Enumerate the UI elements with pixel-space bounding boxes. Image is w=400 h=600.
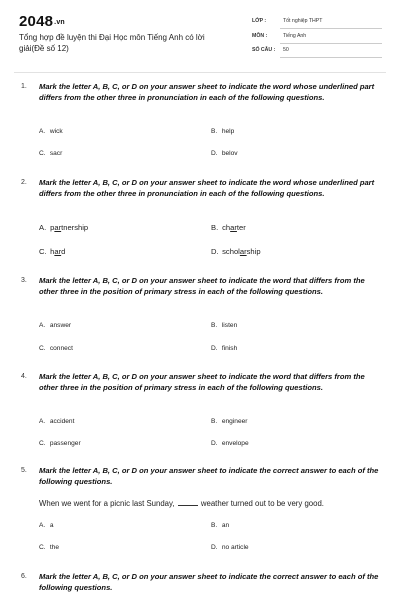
answer-blank	[178, 499, 198, 506]
option-word-end: d	[61, 247, 66, 256]
option-word-start: p	[50, 223, 55, 232]
question-prompt: Mark the letter A, B, C, or D on your answer sheet to indicate the word that differs from the other three in the position of primary stress in each of the following questions.	[39, 372, 365, 393]
question-number: 5.	[21, 467, 27, 474]
option-word: no article	[221, 544, 249, 551]
question-number: 6.	[21, 573, 27, 580]
logo-suffix: .vn	[54, 18, 65, 26]
option-a[interactable]	[39, 418, 74, 425]
meta-count-label: SỐ CÂU :	[252, 47, 276, 53]
option-letter: A.	[39, 522, 46, 529]
logo-text: 2048	[19, 13, 54, 30]
option-c[interactable]	[39, 440, 81, 447]
meta-count-underline	[280, 57, 382, 58]
option-letter: C.	[39, 150, 46, 157]
option-word-end: tnership	[61, 223, 89, 232]
option-a[interactable]	[39, 322, 71, 329]
document-header	[0, 0, 400, 72]
option-letter: C.	[39, 440, 46, 447]
option-word: wick	[49, 128, 63, 135]
option-letter: B.	[211, 522, 218, 529]
meta-subject	[252, 33, 382, 45]
question-number: 3.	[21, 277, 27, 284]
option-c[interactable]	[39, 247, 65, 256]
site-logo[interactable]	[19, 13, 65, 30]
meta-class	[252, 18, 382, 30]
option-word: help	[221, 128, 235, 135]
question-number: 1.	[21, 83, 27, 90]
option-word-end: ship	[246, 247, 261, 256]
option-letter: B.	[211, 418, 218, 425]
option-d[interactable]	[211, 544, 249, 551]
option-word: engineer	[221, 418, 248, 425]
question-prompt: Mark the letter A, B, C, or D on your answer sheet to indicate the word whose underlined part differs from the other three in pronunciation in each of the following questions.	[39, 178, 375, 199]
meta-count-value: 50	[283, 47, 289, 53]
question-prompt: Mark the letter A, B, C, or D on your answer sheet to indicate the correct answer to each of the following questions.	[39, 572, 379, 593]
question-prompt: Mark the letter A, B, C, or D on your answer sheet to indicate the word whose underlined part differs from the other three in pronunciation in each of the following questions.	[39, 82, 375, 103]
option-d[interactable]	[211, 440, 249, 447]
meta-class-label: LỚP :	[252, 18, 267, 24]
question-number: 4.	[21, 373, 27, 380]
option-letter: D.	[211, 247, 219, 256]
option-word: a	[49, 522, 54, 529]
option-letter: A.	[39, 223, 47, 232]
option-letter: C.	[39, 345, 46, 352]
question-prompt: Mark the letter A, B, C, or D on your answer sheet to indicate the word that differs from the other three in the position of primary stress in each of the following questions.	[39, 276, 365, 297]
option-word-start: ch	[222, 223, 231, 232]
option-b[interactable]	[211, 128, 234, 135]
option-word-end: ter	[236, 223, 246, 232]
option-word: listen	[221, 322, 238, 329]
option-letter: C.	[39, 544, 46, 551]
option-letter: B.	[211, 128, 218, 135]
option-word: connect	[49, 345, 73, 352]
option-word: accident	[49, 418, 75, 425]
option-d[interactable]	[211, 345, 237, 352]
option-c[interactable]	[39, 150, 62, 157]
option-word: belov	[221, 150, 238, 157]
meta-class-underline	[280, 28, 382, 29]
option-a[interactable]	[39, 128, 63, 135]
option-d[interactable]	[211, 247, 261, 256]
sentence-start: When we went for a picnic last Sunday,	[39, 499, 175, 508]
question-sentence	[39, 499, 324, 508]
option-letter: C.	[39, 247, 47, 256]
option-word-start: h	[50, 247, 55, 256]
option-letter: D.	[211, 345, 218, 352]
underlined-part: ar	[54, 247, 62, 256]
option-letter: A.	[39, 418, 46, 425]
option-d[interactable]	[211, 150, 238, 157]
header-divider	[14, 72, 386, 73]
option-letter: B.	[211, 322, 218, 329]
option-word-start: schol	[222, 247, 240, 256]
option-word: finish	[221, 345, 238, 352]
option-b[interactable]	[211, 322, 237, 329]
option-b[interactable]	[211, 418, 248, 425]
meta-subject-value: Tiếng Anh	[283, 33, 307, 39]
underlined-part: ar	[239, 247, 247, 256]
meta-subject-label: MÔN :	[252, 33, 268, 39]
option-letter: D.	[211, 544, 218, 551]
meta-subject-underline	[280, 43, 382, 44]
question-number: 2.	[21, 179, 27, 186]
option-word: an	[221, 522, 230, 529]
document-title: Tổng hợp đề luyện thi Đại Học môn Tiếng Anh có lời giải(Đề số 12)	[19, 33, 205, 53]
option-word: the	[49, 544, 60, 551]
option-b[interactable]	[211, 522, 229, 529]
question-prompt: Mark the letter A, B, C, or D on your answer sheet to indicate the correct answer to each of the following questions.	[39, 466, 379, 487]
option-c[interactable]	[39, 345, 73, 352]
meta-class-value: Tốt nghiệp THPT	[283, 18, 323, 24]
option-word: envelope	[221, 440, 249, 447]
option-b[interactable]	[211, 223, 246, 232]
option-letter: D.	[211, 150, 218, 157]
sentence-end: weather turned out to be very good.	[200, 499, 324, 508]
option-letter: A.	[39, 322, 46, 329]
option-letter: D.	[211, 440, 218, 447]
option-letter: B.	[211, 223, 219, 232]
meta-question-count	[252, 47, 382, 59]
option-word: passenger	[49, 440, 81, 447]
option-word: sacr	[49, 150, 63, 157]
option-a[interactable]	[39, 223, 88, 232]
option-letter: A.	[39, 128, 46, 135]
option-a[interactable]	[39, 522, 54, 529]
underlined-part: ar	[54, 223, 62, 232]
option-c[interactable]	[39, 544, 59, 551]
option-word: answer	[49, 322, 72, 329]
underlined-part: ar	[230, 223, 237, 232]
